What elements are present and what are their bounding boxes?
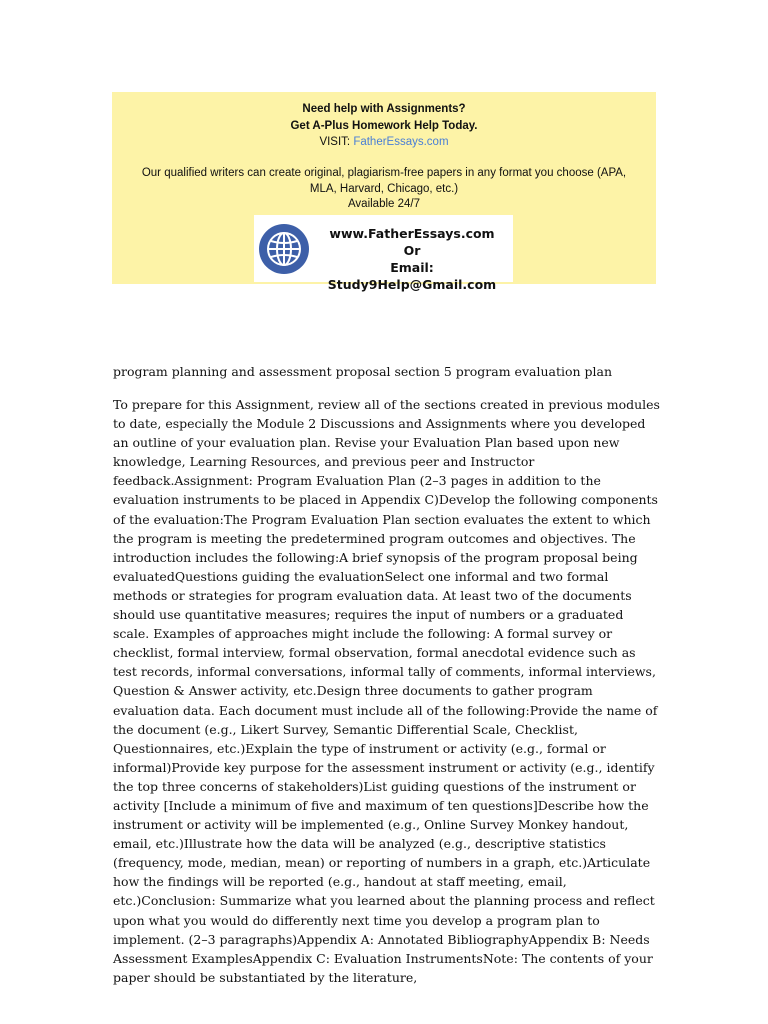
contact-or: Or [403,243,421,258]
ad-banner [112,92,656,292]
contact-card[interactable] [254,215,513,292]
document-title: program planning and assessment proposal section 5 program evaluation plan [113,364,613,379]
ad-visit-link[interactable]: FatherEssays.com [353,136,449,148]
ad-subheadline: Get A-Plus Homework Help Today. [290,120,478,132]
contact-website[interactable]: www.FatherEssays.com [329,226,495,241]
contact-email[interactable]: Email: Study9Help@Gmail.com [327,260,497,292]
ad-headline: Need help with Assignments? [302,103,466,115]
ad-visit-prefix: VISIT: [319,136,354,148]
ad-visit-line [112,134,656,150]
globe-icon [258,223,310,275]
ad-availability: Available 24/7 [347,198,421,210]
ad-description: Our qualified writers can create original, plagiarism-free papers in any format you choose (APA, MLA, Harvard, Chicago, etc.) [141,167,627,195]
document-body: To prepare for this Assignment, review all of the sections created in previous modules to date, especially the Module 2 Discussions and Assignments where you developed an outline of your evaluation plan. Revise your Evaluation Plan based upon new knowledge, Learning Resources, and previous peer and Instructor feedback.Assignment: Program Evaluation Plan (2–3 pages in addition to the evaluation instruments to be placed in Appendix C)Develop the following components of the evaluation:The Program Evaluation Plan section evaluates the extent to which the program is meeting the predetermined program outcomes and objectives. The introduction includes the following:A brief synopsis of the program proposal being evaluatedQuestions guiding the evaluationSelect one informal and two formal methods or strategies for program evaluation data. At least two of the documents should use quantitative measures; requires the input of numbers or a graduated scale. Examples of approaches might include the following: A formal survey or checklist, formal interview, formal observation, formal anecdotal evidence such as test records, informal conversations, informal tally of comments, informal interviews, Question & Answer activity, etc.Design three documents to gather program evaluation data. Each document must include all of the following:Provide the name of the document (e.g., Likert Survey, Semantic Differential Scale, Checklist, Questionnaires, etc.)Explain the type of instrument or activity (e.g., formal or informal)Provide key purpose for the assessment instrument or activity (e.g., identify the top three concerns of stakeholders)List guiding questions of the instrument or activity [Include a minimum of five and maximum of ten questions]Describe how the instrument or activity will be implemented (e.g., Online Survey Monkey handout, email, etc.)Illustrate how the data will be analyzed (e.g., descriptive statistics (frequency, mode, median, mean) or reporting of numbers in a graph, etc.)Articulate how the findings will be reported (e.g., handout at staff meeting, email, etc.)Conclusion: Summarize what you learned about the planning process and reflect upon what you would do differently next time you develop a program plan to implement. (2–3 paragraphs)Appendix A: Annotated BibliographyAppendix B: Needs Assessment ExamplesAppendix C: Evaluation InstrumentsNote: The contents of your paper should be substantiated by the literature, [113,397,660,985]
